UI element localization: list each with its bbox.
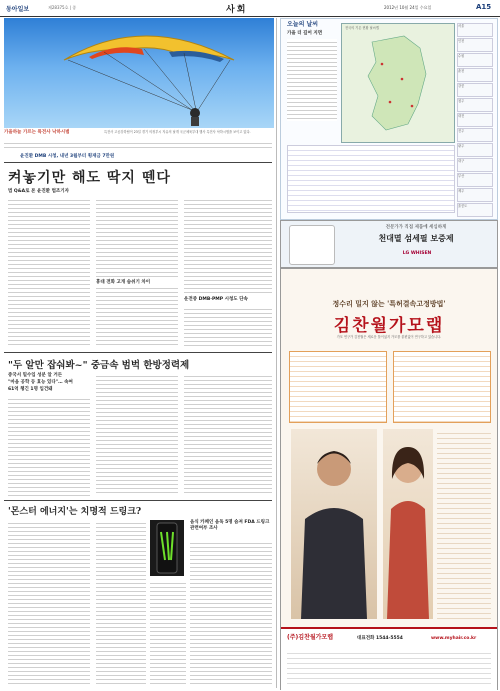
kicker-rule: [4, 162, 272, 163]
parachute-illustration: [4, 18, 274, 128]
energy-drink-photo: [150, 520, 184, 576]
region-cell: 제주: [457, 188, 493, 202]
top-story-column-3b: [184, 306, 272, 347]
korea-weather-map: [341, 23, 455, 143]
lg-ad-main: 천대멸 섬세필 보증제: [378, 233, 454, 243]
third-headline: '몬스터 에너지'는 치명적 드링크?: [8, 507, 142, 517]
issue-number: 제28375호 | 종: [48, 5, 77, 10]
man-silhouette: [291, 429, 377, 619]
energy-drink-can: [150, 520, 184, 576]
third-column-1: [8, 520, 90, 686]
region-cell: 청주: [457, 98, 493, 112]
third-column-2b: [150, 580, 186, 686]
region-cell: 대전: [457, 113, 493, 127]
top-kicker: 윤진환 DMB 시청, 내년 3월부터 횡재금 7만원: [20, 154, 115, 159]
regional-forecast-grid: [457, 23, 493, 213]
region-cell: 전주: [457, 128, 493, 142]
lg-whisen-ad: [280, 220, 498, 268]
publish-date: 2012년 10월 24일 수요일: [384, 5, 432, 10]
hair-credentials: [437, 429, 491, 619]
second-subhead-2: "마음 공학 등 효능 있다"… 속여: [8, 380, 73, 385]
hair-info-left: [289, 351, 387, 423]
portrait-woman: [383, 429, 433, 619]
section-rule: [4, 352, 272, 353]
weather-panel: [280, 18, 498, 220]
region-cell: 울릉도: [457, 203, 493, 217]
column-separator: [276, 18, 277, 688]
photo-caption: 특전사 고공강하팀이 23일 경기 의정부시 자유의 날개 국군체육부대 행사 특전사 낙하시범을 보이고 있다.: [104, 130, 251, 134]
hair-ad: [280, 268, 498, 690]
second-column-2: [96, 373, 178, 496]
hair-phone: 대표전화 1544-5554: [357, 636, 403, 641]
region-cell: 부산: [457, 173, 493, 187]
page-number: A15: [476, 3, 492, 11]
third-sub: 음식 카페인 음독 5명 숨져 FDA 드링크 관련여부 조사: [190, 520, 270, 531]
top-story-column-3: [184, 197, 272, 293]
region-cell: 강릉: [457, 83, 493, 97]
hair-tagline: 정수리 밀지 않는 '특허결속고정방법': [332, 299, 446, 308]
branch-list: [287, 649, 491, 685]
lg-brand: LG WHISEN: [402, 251, 432, 256]
lg-ad-title: 전문가가 직접 제품에 세심하게: [385, 225, 447, 230]
region-cell: 춘천: [457, 68, 493, 82]
second-column-3: [184, 373, 272, 496]
portrait-man: [291, 429, 377, 619]
weather-subtitle: 가을 더 깊어 지면: [287, 31, 323, 36]
second-column-1: [8, 396, 90, 496]
parachute-photo: [4, 18, 274, 128]
section-rule-2: [4, 500, 272, 501]
newspaper-logo: 동아일보: [6, 6, 30, 13]
caption-body: [4, 140, 272, 150]
weather-text: [287, 39, 337, 121]
hair-subtext: 가모 연구가 김찬월은 새로운 틀이었지 가모를 불편없이 연구하고 있습니다.: [336, 335, 442, 339]
top-subhead-2: 휴대 전화 고개 숨쉬기 차이: [96, 280, 178, 286]
hair-footer: [281, 627, 497, 691]
weather-table: [287, 145, 455, 213]
hair-info-right: [393, 351, 491, 423]
region-cell: 서울: [457, 23, 493, 37]
korea-map-shape: [342, 24, 454, 142]
second-headline: "두 알만 잡숴봐~" 중금속 범벅 한방정력제: [8, 360, 190, 371]
woman-silhouette: [383, 429, 433, 619]
hair-brand: 김찬월가모랩: [333, 316, 445, 336]
top-story-column-1: [8, 197, 90, 347]
page-header: [0, 0, 500, 17]
third-column-3: [190, 540, 272, 686]
region-cell: 인천: [457, 38, 493, 52]
top-byline: 법 Q&A로 본 윤진환 법조기자: [8, 189, 69, 194]
weather-title: 오늘의 날씨: [287, 21, 319, 28]
third-column-2: [96, 520, 146, 686]
air-conditioner-image: [289, 225, 335, 265]
region-cell: 대구: [457, 158, 493, 172]
second-subhead-3: 61억 챙긴 1명 입건돼: [8, 387, 53, 392]
hair-company: (주)김찬월가모랩: [287, 634, 334, 641]
top-headline: 켜놓기만 해도 딱지 뗀다: [8, 170, 171, 186]
section-title: 사회: [226, 5, 248, 15]
top-subhead-1: 운전중 DMB·PMP 시청도 단속: [184, 297, 248, 302]
region-cell: 수원: [457, 53, 493, 67]
region-cell: 광주: [457, 143, 493, 157]
map-label: 전국의 기온 현황 날씨맵: [345, 26, 379, 30]
hair-website: www.myhair.co.kr: [431, 636, 477, 641]
photo-title: 가을하늘 가르는 특전사 낙하시범: [4, 130, 70, 135]
second-subhead-1: 중국서 밀수입 성분 알 거든: [8, 373, 63, 378]
top-story-column-2: [96, 197, 178, 347]
